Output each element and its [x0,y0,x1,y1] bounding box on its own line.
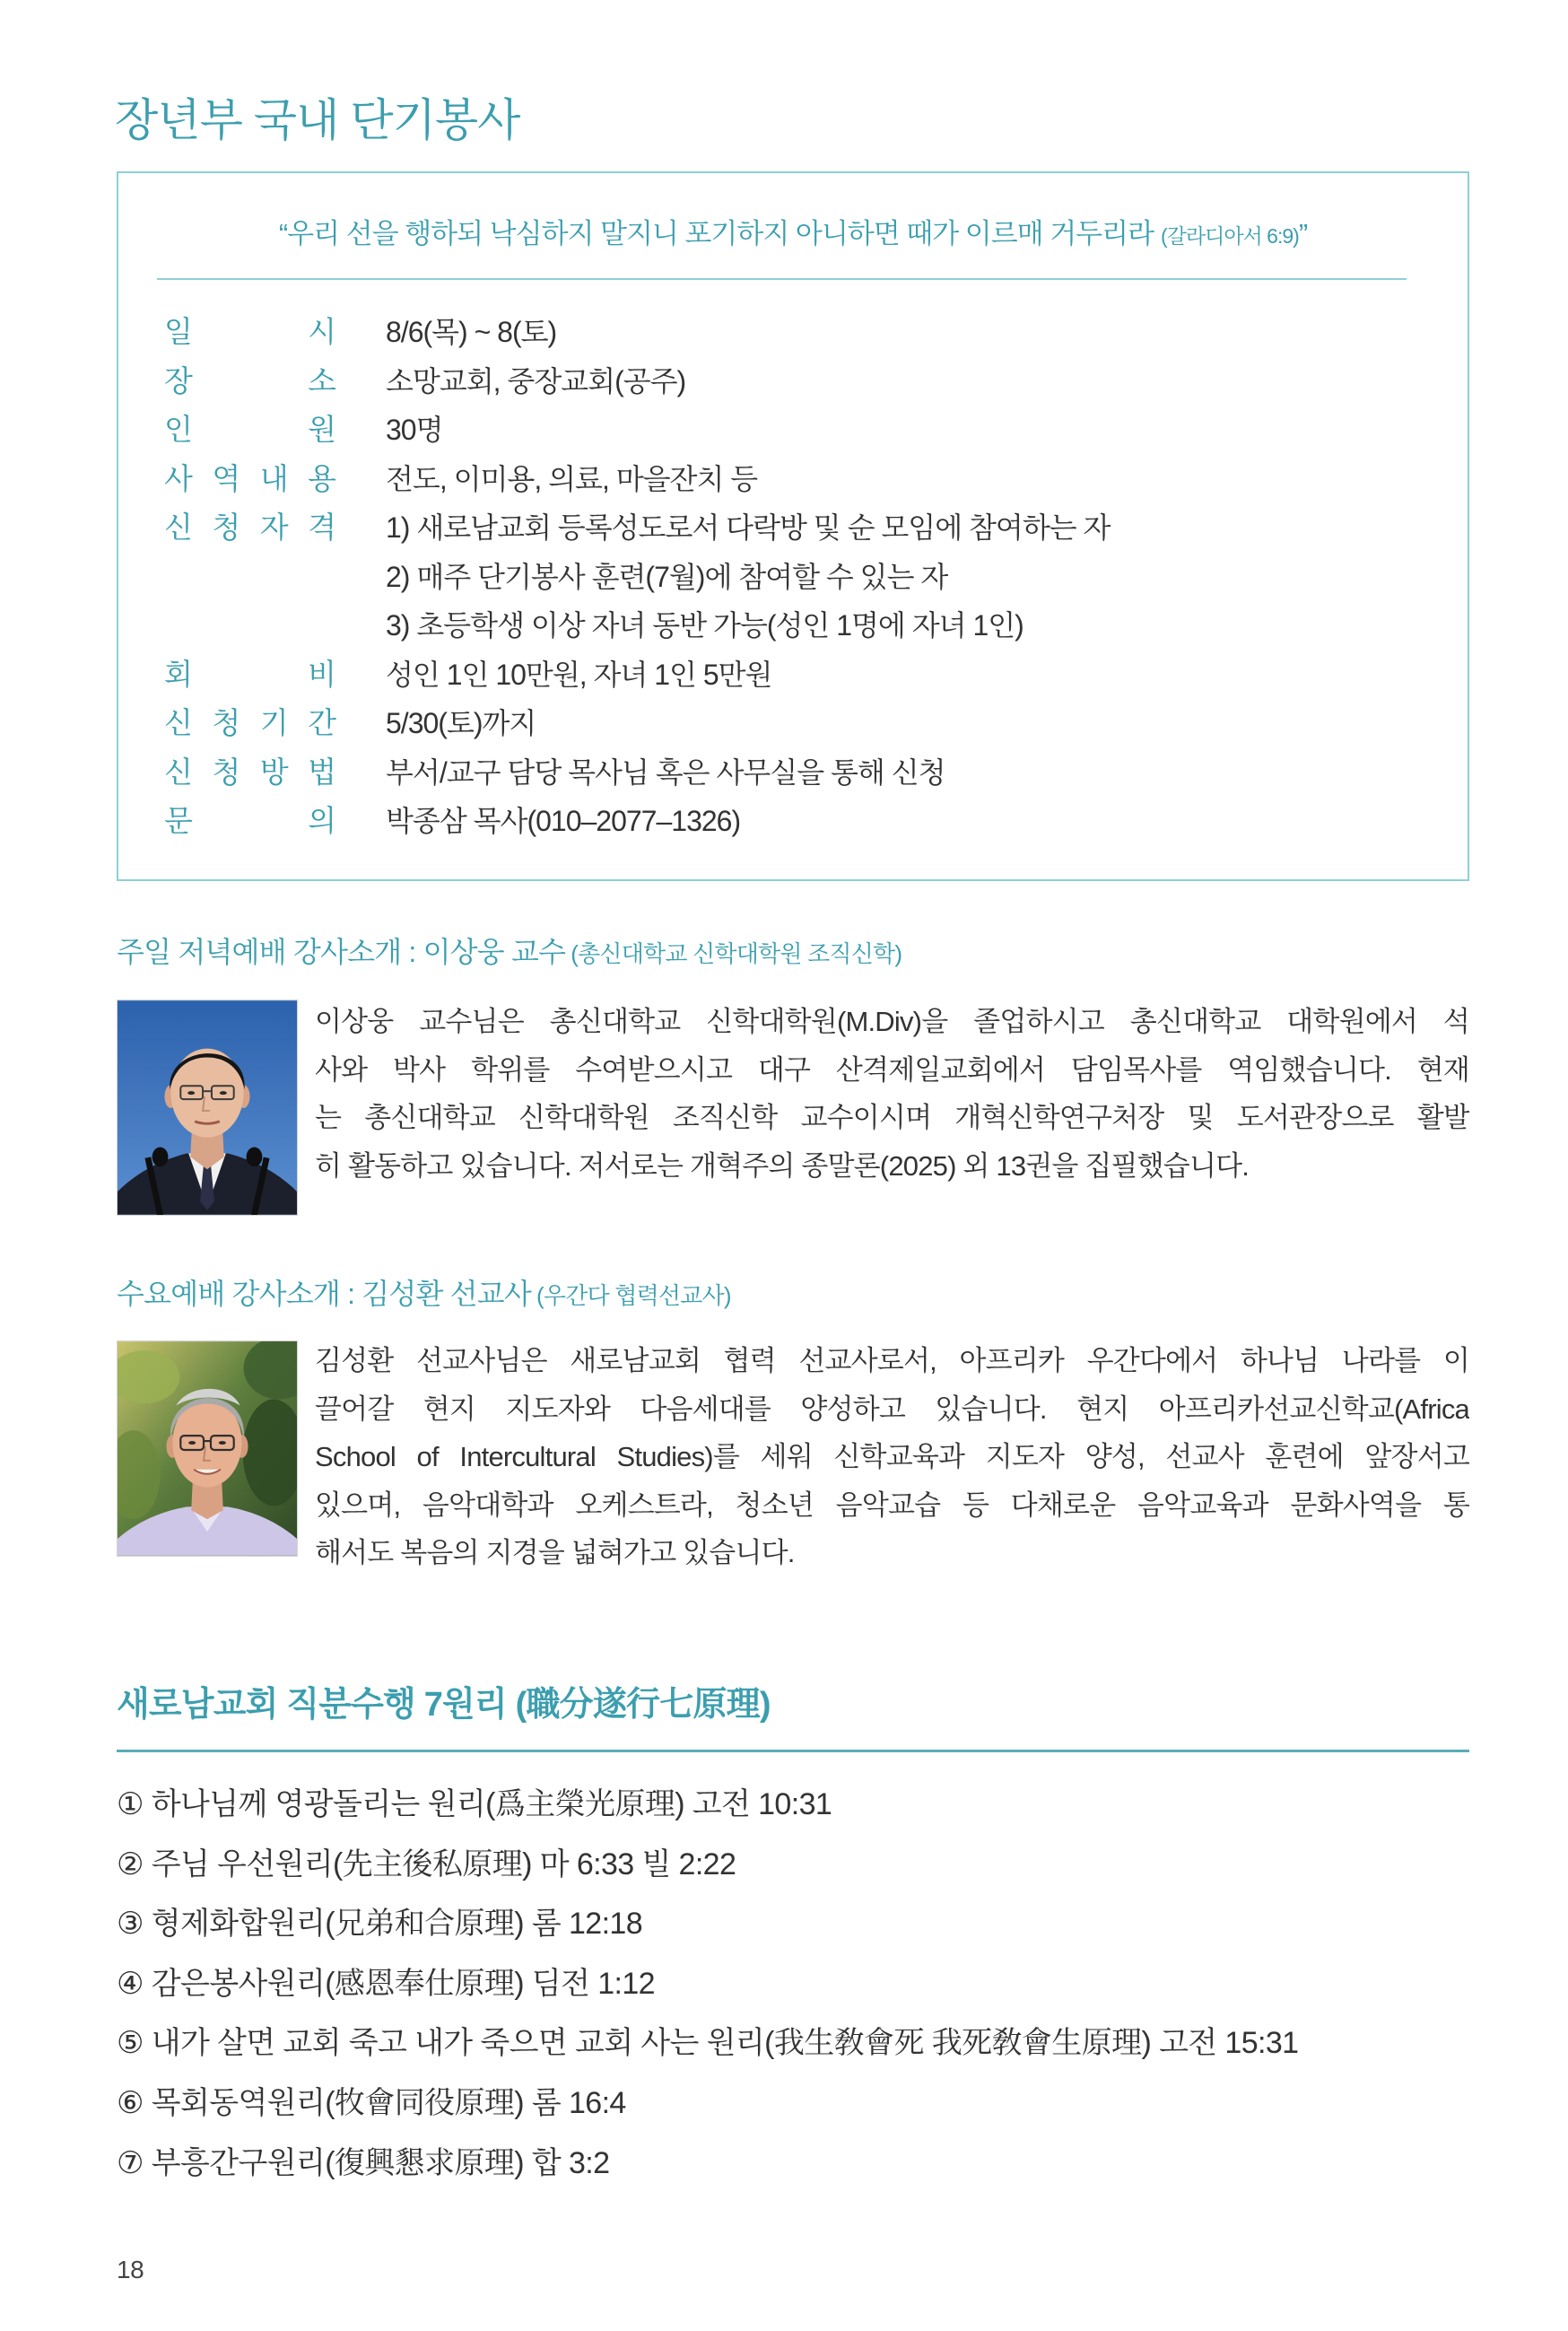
speaker-heading-text: 주일 저녁예배 강사소개 : 이상웅 교수 [117,936,566,968]
detail-value: 부서/교구 담당 목사님 혹은 사무실을 통해 신청 [386,755,945,789]
speaker-photo-lee [117,1000,298,1216]
detail-label: 장 소 [164,363,336,397]
detail-row-fee [118,650,1468,700]
outreach-info-box [117,171,1469,881]
detail-label-spacer [164,601,336,650]
detail-label: 신 청 자 격 [164,511,336,544]
principle-item: ① 하나님께 영광돌리는 원리(爲主榮光原理) 고전 10:31 [117,1787,832,1821]
page-title: 장년부 국내 단기봉사 [115,95,520,145]
bio-line: 사와 박사 학위를 수여받으시고 대구 산격제일교회에서 담임목사를 역임했습니다. 현재 [315,1053,1469,1086]
detail-label: 신 청 기 간 [164,706,336,739]
detail-row-place [118,357,1468,406]
speaker-bio-kim [315,1337,1469,1577]
detail-row-eligibility-cont [118,601,1468,650]
speaker-heading-note: (우간다 협력선교사) [536,1282,731,1309]
quote-divider [157,278,1407,280]
detail-value: 소망교회, 중장교회(공주) [386,364,686,397]
detail-row-ministry [118,455,1468,504]
detail-row-eligibility [118,503,1468,553]
detail-label: 인 원 [164,413,336,446]
detail-row-period [118,699,1468,748]
scripture-reference: (갈라디아서 6:9) [1161,224,1299,248]
bio-line: 이상웅 교수님은 총신대학교 신학대학원(M.Div)을 졸업하시고 총신대학교 대학원에서 석 [315,1006,1469,1037]
speaker-heading-sunday [117,933,902,973]
speaker-heading-note: (총신대학교 신학대학원 조직신학) [571,940,902,967]
principles-title: 새로남교회 직분수행 7원리 (職分遂行七原理) [117,1686,771,1724]
speaker-heading-text: 수요예배 강사소개 : 김성환 선교사 [117,1278,532,1310]
detail-label: 신 청 방 법 [164,755,336,789]
detail-label: 일 시 [164,315,336,348]
detail-value: 5/30(토)까지 [386,707,536,739]
bio-line: 히 활동하고 있습니다. 저서로는 개혁주의 종말론(2025) 외 13권을 집필했습니다. [315,1149,1250,1182]
principle-item: ⑥ 목회동역원리(牧會同役原理) 롬 16:4 [117,2085,626,2120]
principle-item: ⑦ 부흥간구원리(復興懇求原理) 합 3:2 [117,2145,610,2180]
detail-row-method [118,748,1468,798]
detail-row-headcount [118,406,1468,455]
detail-label-spacer [164,553,336,602]
detail-row-eligibility-cont [118,553,1468,602]
detail-value: 8/6(목) ~ 8(토) [386,316,557,348]
detail-label: 사 역 내 용 [164,461,336,495]
bio-line: 는 총신대학교 신학대학원 조직신학 교수이시며 개혁신학연구처장 및 도서관장으로 활발 [315,1102,1469,1133]
portrait-image [118,1341,297,1556]
speaker-heading-wednesday [117,1275,731,1314]
detail-value: 3) 초등학생 이상 자녀 동반 가능(성인 1명에 자녀 1인) [386,609,1024,642]
detail-row-contact [118,797,1468,846]
principle-item: ④ 감은봉사원리(感恩奉仕原理) 딤전 1:12 [117,1966,655,2001]
detail-row-date [118,308,1468,357]
bio-line: 끌어갈 현지 지도자와 다음세대를 양성하고 있습니다. 현지 아프리카선교신학교(Africa [315,1392,1469,1425]
principles-divider [117,1750,1469,1752]
detail-value: 박종삼 목사(010–2077–1326) [386,805,741,837]
scripture-quote [118,214,1468,256]
detail-value: 성인 1인 10만원, 자녀 1인 5만원 [386,658,772,691]
scripture-quote-close: ” [1298,218,1308,249]
principle-item: ③ 형제화합원리(兄弟和合原理) 롬 12:18 [117,1907,643,1942]
page-number: 18 [117,2256,144,2283]
detail-value: 전도, 이미용, 의료, 마을잔치 등 [386,462,758,495]
outreach-details [118,308,1468,846]
detail-value: 2) 매주 단기봉사 훈련(7월)에 참여할 수 있는 자 [386,560,948,593]
bio-line: 김성환 선교사님은 새로남교회 협력 선교사로서, 아프리카 우간다에서 하나님 나라를 이 [315,1345,1469,1376]
detail-value: 1) 새로남교회 등록성도로서 다락방 및 순 모임에 참여하는 자 [386,511,1111,544]
principle-item: ② 주님 우선원리(先主後私原理) 마 6:33 빌 2:22 [117,1846,736,1881]
speaker-photo-kim [117,1340,298,1557]
speaker-bio-lee [315,998,1469,1190]
portrait-image [118,1000,297,1215]
bio-line: 해서도 복음의 지경을 넓혀가고 있습니다. [315,1537,795,1568]
principle-item: ⑤ 내가 살면 교회 죽고 내가 죽으면 교회 사는 원리(我生敎會死 我死敎會生原理) 고전 15:31 [117,2026,1299,2061]
detail-label: 문 의 [164,804,336,837]
scripture-quote-text: “우리 선을 행하되 낙심하지 말지니 포기하지 아니하면 때가 이르매 거두리라 [278,218,1154,249]
principles-list [117,1775,1469,2193]
bio-line: 있으며, 음악대학과 오케스트라, 청소년 음악교습 등 다채로운 음악교육과 문화사역을 통 [315,1489,1469,1521]
bio-line: School of Intercultural Studies)를 세워 신학교육과 지도자 양성, 선교사 훈련에 앞장서고 [315,1441,1469,1472]
detail-value: 30명 [386,414,443,446]
detail-label: 회 비 [164,657,336,691]
